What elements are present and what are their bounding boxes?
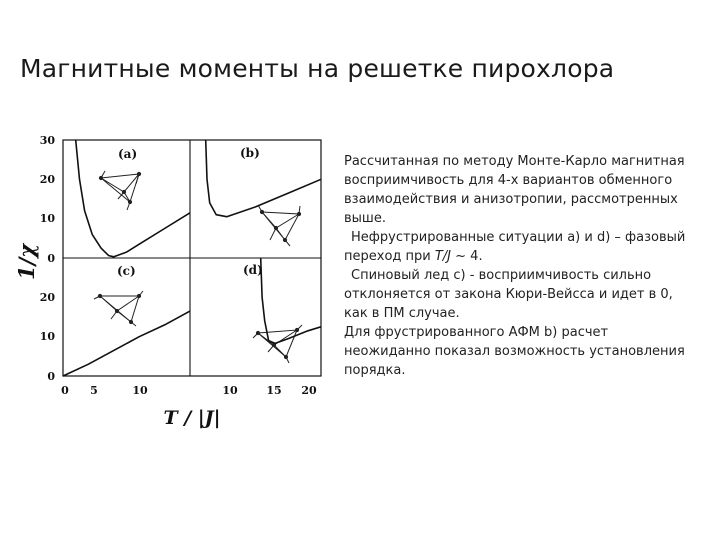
panel-label-a: (a): [118, 147, 138, 161]
y-tick-label: 0: [47, 370, 55, 383]
paragraph-unfrustrated-start: Нефрустрированные ситуации а) и d) – фазовый переход при: [344, 230, 686, 264]
curve-panel-c: [63, 311, 190, 376]
y-tick-label: 20: [39, 291, 55, 304]
x-tick-label: 10: [132, 384, 148, 397]
tetrahedron-inset-d: [253, 325, 302, 363]
tetrahedron-inset-b: [258, 205, 301, 246]
y-tick-label: 20: [39, 173, 55, 186]
y-tick-label: 10: [39, 212, 55, 225]
panel-label-d: (d): [243, 263, 263, 277]
y-tick-label: 30: [39, 134, 55, 147]
slide-title: Магнитные моменты на решетке пирохлора: [20, 54, 615, 83]
tetrahedron-inset-c: [94, 291, 143, 326]
tetrahedron-inset-a: [99, 171, 140, 210]
x-tick-label: 5: [90, 384, 98, 397]
x-tick-label: 15: [266, 384, 282, 397]
x-axis-title: T / |J|: [163, 407, 221, 429]
paragraph-frustrated-afm: Для фрустрированного АФМ b) расчет неожиданно показал возможность установления порядка.: [344, 325, 685, 378]
y-tick-label: 0: [47, 252, 55, 265]
paragraph-unfrustrated: [344, 228, 696, 266]
x-tick-label: 0: [61, 384, 69, 397]
x-tick-label: 20: [301, 384, 317, 397]
description-text: [344, 152, 696, 380]
paragraph-method: Рассчитанная по методу Монте-Карло магнитная восприимчивость для 4-х вариантов обменного взаимодействия и анизотропии, рассмотренных выше.: [344, 154, 685, 226]
panel-label-c: (c): [117, 264, 136, 278]
x-tick-label: 10: [222, 384, 238, 397]
curve-panel-b: [206, 140, 321, 217]
y-axis-title: 1/χ: [14, 243, 39, 281]
ratio-variable: T/J: [434, 249, 452, 264]
paragraph-spin-ice: Спиновый лед c) - восприимчивость сильно отклоняется от закона Кюри-Вейсса и идет в 0, как в ПМ случае.: [344, 268, 673, 321]
panel-label-b: (b): [240, 146, 260, 160]
paragraph-unfrustrated-end: ~ 4.: [451, 249, 483, 264]
y-tick-label: 10: [39, 330, 55, 343]
